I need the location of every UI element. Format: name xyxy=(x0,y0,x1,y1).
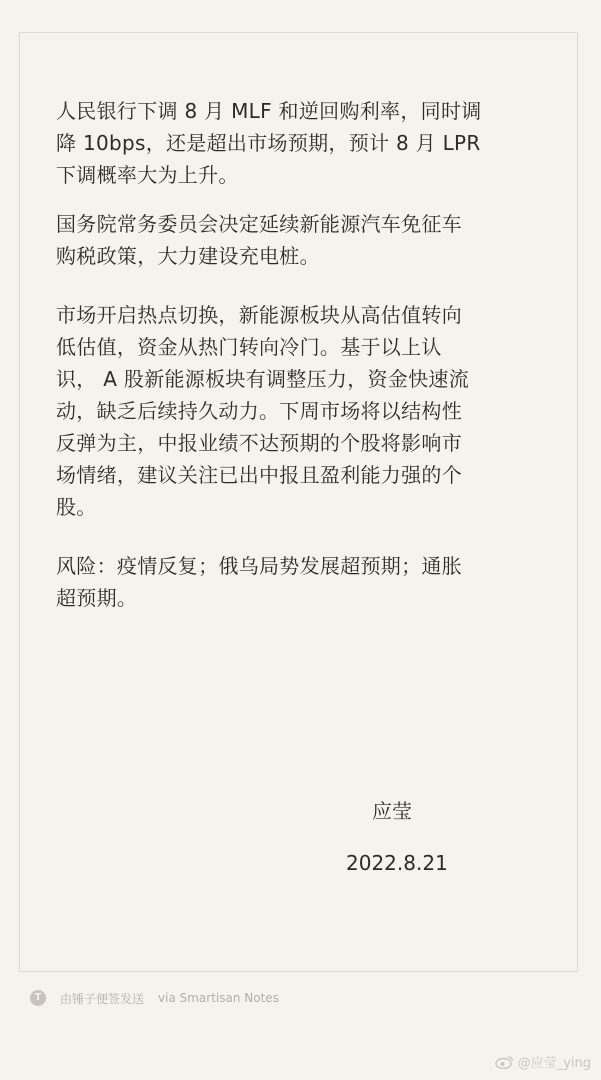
weibo-icon xyxy=(495,1055,515,1069)
signature: 应莹 xyxy=(372,799,412,823)
footer-text-en: via Smartisan Notes xyxy=(158,991,279,1005)
footer-text-cn: 由锤子便签发送 xyxy=(60,991,145,1006)
watermark-text: @应莹_ying xyxy=(517,1056,591,1071)
paragraph-4: 风险：疫情反复；俄乌局势发展超预期；通胀 超预期。 xyxy=(56,554,462,610)
smartisan-t-icon: T xyxy=(30,990,46,1006)
note-body xyxy=(56,95,548,631)
paragraph-3: 市场开启热点切换，新能源板块从高估值转向 低估值，资金从热门转向冷门。基于以上认 识， A 股新能源板块有调整压力，资金快速流 动，缺乏后续持久动力。下周市场将以结构性 反弹为主，中报业绩不达预期的个股将影响市 场情绪，建议关注已出中报且盈利能力强的个 股。 xyxy=(56,303,469,519)
footer xyxy=(30,988,279,1008)
weibo-watermark xyxy=(495,1052,591,1071)
paragraph-1: 人民银行下调 8 月 MLF 和逆回购利率，同时调 降 10bps，还是超出市场预期，预计 8 月 LPR 下调概率大为上升。 xyxy=(56,99,482,187)
note-date: 2022.8.21 xyxy=(346,851,448,875)
paragraph-2: 国务院常务委员会决定延续新能源汽车免征车 购税政策，大力建设充电桩。 xyxy=(56,212,462,268)
